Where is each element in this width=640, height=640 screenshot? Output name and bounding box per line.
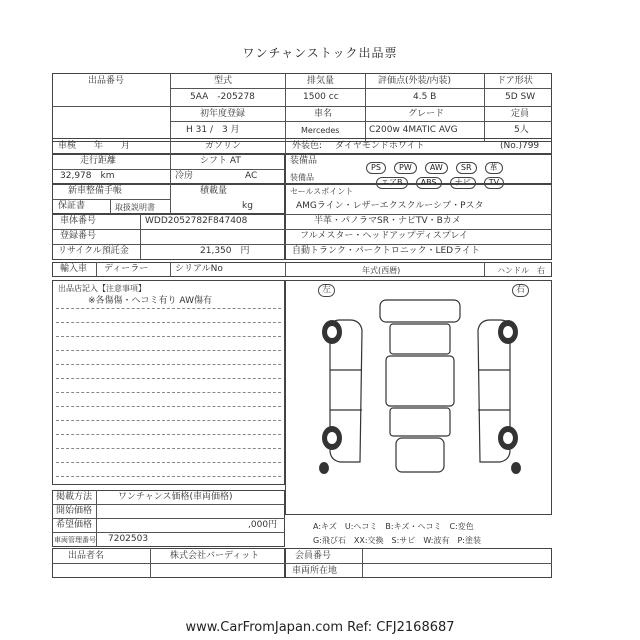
sales-point-line: 半革・パノラマSR・ナビTV・Bカメ: [314, 216, 461, 226]
warranty-label: 保証書: [58, 201, 86, 211]
load-unit: kg: [242, 201, 253, 211]
score-label: 評価点(外装/内装): [378, 76, 452, 86]
member-label: 会員番号: [295, 551, 332, 561]
capacity-label: 定員: [511, 109, 530, 119]
damage-legend-line: G:飛び石 XX:交換 S:サビ W:波有 P:塗装: [313, 536, 481, 545]
mileage-label: 走行距離: [80, 156, 117, 166]
inspection-label: 車検 年 月: [58, 141, 131, 151]
notes-first-line: ※各傷傷・ヘコミ有り AW傷有: [88, 296, 212, 306]
vin-label: 車体番号: [60, 216, 97, 226]
seller-value: 株式会社バーディット: [170, 551, 260, 561]
first-reg-label: 初年度登録: [200, 109, 246, 119]
equipment-item: AW: [425, 162, 448, 174]
ac-value: AC: [245, 171, 258, 181]
reserve-price-label: 希望価格: [56, 520, 93, 530]
reg-no-label: 登録番号: [60, 231, 97, 241]
equipment-item: PW: [394, 162, 417, 174]
first-reg-value: H 31 / 3 月: [186, 125, 240, 135]
equipment-item: SR: [456, 162, 477, 174]
dealer-value: ディーラー: [104, 264, 149, 274]
displacement-value: 1500 cc: [303, 92, 339, 102]
page-title: ワンチャンストック出品票: [242, 46, 398, 60]
sales-point-line: 自動トランク・パークトロニック・LEDライト: [292, 246, 480, 256]
door-value: 5D SW: [505, 92, 536, 102]
displacement-label: 排気量: [307, 76, 335, 86]
handle-label: ハンドル 右: [497, 266, 545, 275]
safety-item: ナビ: [450, 177, 476, 189]
sales-point-label: セールスポイント: [290, 187, 354, 196]
stock-no-label: 車両管理番号: [54, 536, 96, 544]
new-car-warranty-label: 新車整備手帳: [68, 186, 123, 196]
equipment-item: 革: [485, 162, 503, 174]
price-method-label: 掲載方法: [56, 492, 93, 502]
equipment-item: PS: [366, 162, 386, 174]
mileage-value: 32,978 km: [60, 171, 115, 181]
start-price-label: 開始価格: [56, 506, 93, 516]
car-outline-diagram: [300, 290, 540, 495]
sales-point-line: フルメスター・ヘッドアップディスプレイ: [300, 231, 468, 241]
address-label: 車両所在地: [292, 566, 338, 576]
import-label: 輸入車: [60, 264, 88, 274]
score-value: 4.5 B: [413, 92, 437, 102]
stock-no-value: 7202503: [108, 534, 149, 544]
equipment-label: 装備品: [290, 156, 318, 166]
notes-box: [52, 280, 285, 485]
exterior-color-label: 外装色:: [292, 141, 323, 151]
make-label: 車名: [314, 109, 333, 119]
seller-label: 出品者名: [68, 551, 105, 561]
notes-label: 出品店記入【注意事項】: [58, 284, 146, 293]
damage-legend-line: A:キズ U:ヘコミ B:キズ・ヘコミ C:変色: [313, 522, 474, 531]
shift-value: シフト AT: [200, 156, 241, 166]
grade-value: C200w 4MATIC AVG: [369, 125, 458, 135]
recycle-value: 21,350 円: [200, 246, 250, 256]
footer-watermark: www.CarFromJapan.com Ref: CFJ2168687: [185, 620, 455, 635]
load-label: 積載量: [200, 186, 228, 196]
model-label: 型式: [214, 76, 233, 86]
safety-item: ABS: [416, 177, 442, 189]
capacity-value: 5人: [514, 125, 529, 135]
exterior-color-value: ダイヤモンドホワイト: [335, 141, 425, 151]
safety-label: 装備品: [290, 173, 314, 182]
model-value: 5AA -205278: [190, 92, 255, 102]
grade-label: グレード: [408, 109, 445, 119]
color-no-value: (No.)799: [500, 141, 540, 151]
price-method-value: ワンチャンス価格(車両価格): [118, 492, 233, 502]
vin-value: WDD2052782F847408: [145, 216, 248, 226]
serial-value: シリアルNo: [175, 264, 223, 274]
ac-label: 冷房: [175, 171, 194, 181]
recycle-label: リサイクル預託金: [58, 246, 129, 256]
sales-point-line: AMGライン・レザーエクスクルーシブ・Pスタ: [296, 201, 484, 211]
diagram-left-label: 左: [318, 284, 335, 297]
safety-item: エアB: [376, 177, 408, 189]
diagram-right-label: 右: [512, 284, 529, 297]
door-label: ドア形状: [497, 76, 533, 86]
fuel-value: ガソリン: [205, 141, 242, 151]
reserve-price-value: ,000円: [248, 520, 278, 530]
year-label: 年式(西暦): [362, 266, 401, 275]
make-value: Mercedes: [301, 126, 340, 135]
safety-item: TV: [484, 177, 504, 189]
lot-label: 出品番号: [88, 76, 125, 86]
manual-label: 取扱説明書: [115, 203, 155, 212]
